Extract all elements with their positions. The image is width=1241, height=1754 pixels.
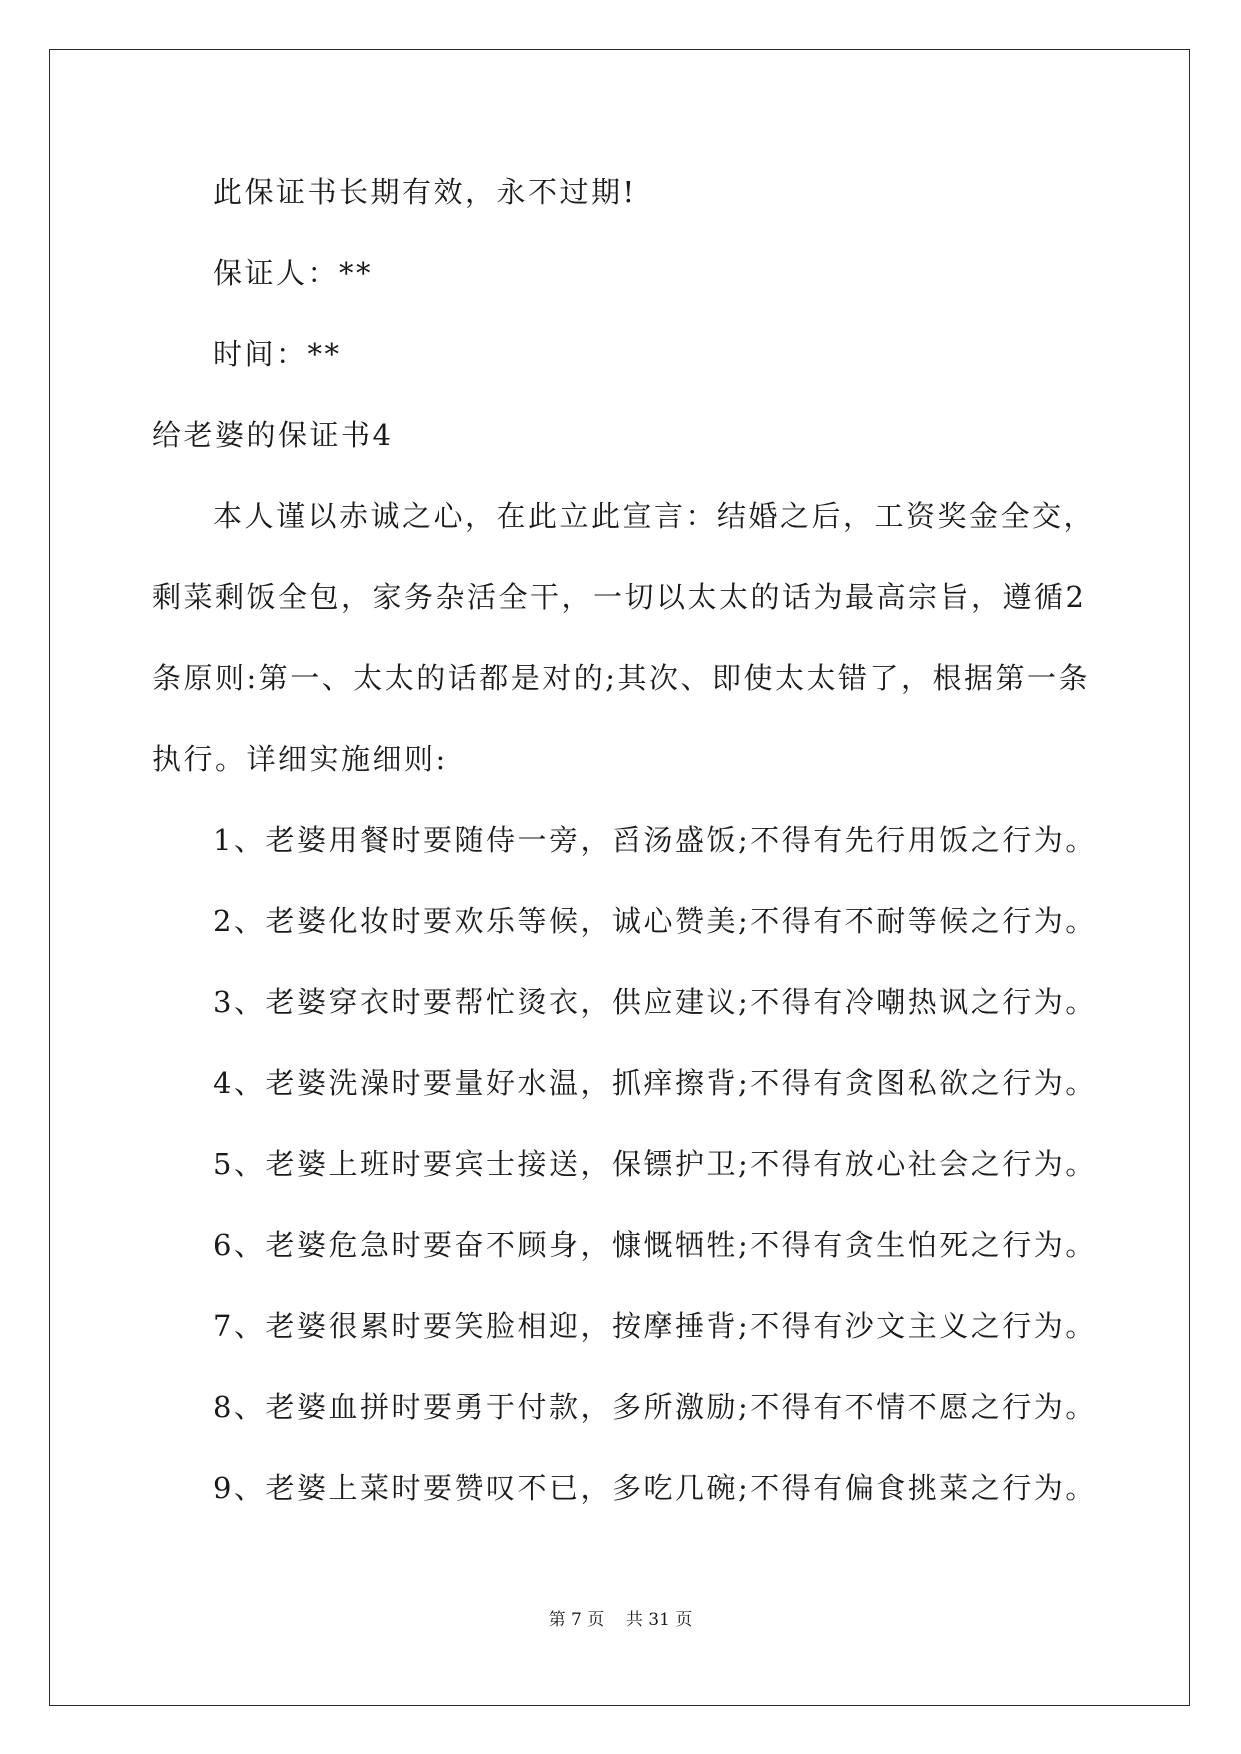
- text-line-guarantor: 保证人：**: [213, 256, 374, 290]
- rule-item-1: 1、老婆用餐时要随侍一旁，舀汤盛饭;不得有先行用饭之行为。: [213, 823, 1097, 857]
- rule-item-8: 8、老婆血拼时要勇于付款，多所激励;不得有不情不愿之行为。: [213, 1390, 1097, 1424]
- rule-item-5: 5、老婆上班时要宾士接送，保镖护卫;不得有放心社会之行为。: [213, 1147, 1097, 1181]
- text-line-validity: 此保证书长期有效，永不过期!: [213, 175, 637, 209]
- paragraph-line-1: 本人谨以赤诚之心，在此立此宣言：结婚之后，工资奖金全交，: [213, 499, 1096, 533]
- section-heading: 给老婆的保证书4: [152, 418, 394, 452]
- rule-item-9: 9、老婆上菜时要赞叹不已，多吃几碗;不得有偏食挑菜之行为。: [213, 1471, 1097, 1505]
- text-line-time: 时间：**: [213, 337, 342, 371]
- rule-item-6: 6、老婆危急时要奋不顾身，慷慨牺牲;不得有贪生怕死之行为。: [213, 1228, 1097, 1262]
- paragraph-line-4: 执行。详细实施细则:: [152, 742, 448, 776]
- page-number-footer: 第 7 页 共 31 页: [548, 1610, 693, 1630]
- paragraph-line-3: 条原则:第一、太太的话都是对的;其次、即使太太错了，根据第一条: [152, 661, 1091, 695]
- paragraph-line-2: 剩菜剩饭全包，家务杂活全干，一切以太太的话为最高宗旨，遵循2: [152, 580, 1087, 614]
- rule-item-3: 3、老婆穿衣时要帮忙烫衣，供应建议;不得有冷嘲热讽之行为。: [213, 985, 1097, 1019]
- page-border: [49, 49, 1190, 1706]
- rule-item-7: 7、老婆很累时要笑脸相迎，按摩捶背;不得有沙文主义之行为。: [213, 1309, 1097, 1343]
- rule-item-4: 4、老婆洗澡时要量好水温，抓痒擦背;不得有贪图私欲之行为。: [213, 1066, 1097, 1100]
- rule-item-2: 2、老婆化妆时要欢乐等候，诚心赞美;不得有不耐等候之行为。: [213, 904, 1097, 938]
